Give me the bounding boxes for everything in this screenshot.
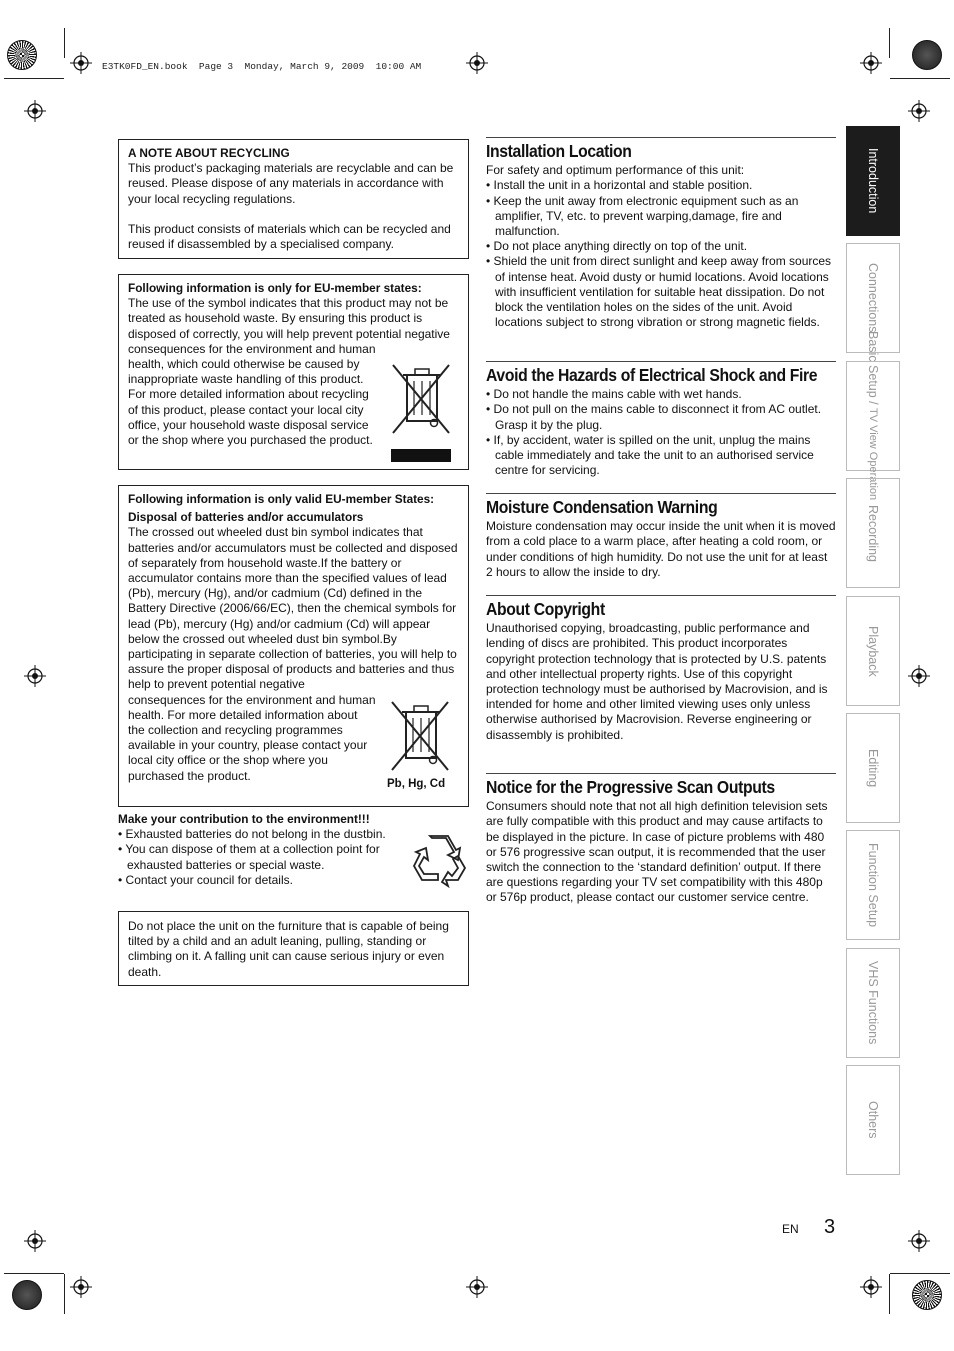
hazards-heading: Avoid the Hazards of Electrical Shock and Fire — [486, 365, 818, 385]
crosshair-icon — [24, 1230, 46, 1252]
copyright-section — [486, 595, 836, 743]
crop-mark — [4, 1273, 64, 1274]
crosshair-icon — [908, 665, 930, 687]
crosshair-icon — [70, 1276, 92, 1298]
tab-playback[interactable] — [846, 596, 900, 706]
eu-battery-body-rest: consequences for the environment and human health. For more detailed information about the collection and recycling programmes available in your country, please contact your local city office or the shop where you purchased the product. — [128, 692, 376, 783]
crosshair-icon — [466, 52, 488, 74]
list-item: • Keep the unit away from electronic equipment such as an amplifier, TV, etc. to prevent warping,damage, fire and malfunction. — [486, 193, 799, 239]
list-item: • You can dispose of them at a collection point for exhausted batteries or special waste. — [118, 842, 380, 872]
crosshair-icon — [24, 665, 46, 687]
eu-waste-box — [118, 274, 469, 470]
tab-label: Recording — [866, 504, 880, 562]
color-rosette-bottom-left — [12, 1280, 42, 1310]
eu-battery-title: Following information is only valid EU-member States: — [128, 492, 435, 506]
moisture-heading: Moisture Condensation Warning — [486, 497, 718, 517]
eu-waste-body-rest: health, which could otherwise be caused by inappropriate waste handling of this product. For more detailed information about recycling of this product, please contact your local city office, your household waste disposal service or the shop where you purchased the product. — [128, 357, 373, 448]
contribution-title: Make your contribution to the environment!!! — [118, 812, 370, 826]
crosshair-icon — [908, 1230, 930, 1252]
bin-underline-bar — [391, 449, 451, 462]
hazards-list — [486, 387, 836, 478]
list-item: • Shield the unit from direct sunlight and keep away from sources of intense heat. Avoid dusty or humid locations. Avoid locations with insufficient ventilation for suitable heat dissipation. Do not block the ventilation holes on the sides of the unit. Avoid locations subject to strong vibration or strong magnetic fields. — [486, 254, 832, 330]
crossed-bin-icon — [387, 361, 455, 437]
crop-mark — [64, 28, 65, 58]
tab-basic-setup[interactable] — [846, 331, 900, 501]
hazards-section — [486, 361, 836, 478]
recycling-note-p2: This product consists of materials which can be recycled and reused if disassembled by a specialised company. — [128, 221, 451, 252]
tab-label: Editing — [866, 748, 880, 788]
crop-mark — [890, 78, 950, 79]
page-language: EN — [782, 1222, 799, 1236]
color-rosette-top-right — [912, 40, 942, 70]
tab-vhs-functions[interactable] — [846, 948, 900, 1058]
crosshair-icon — [860, 52, 882, 74]
color-rosette-bottom-right — [912, 1280, 942, 1310]
crosshair-icon — [70, 52, 92, 74]
list-item: • Exhausted batteries do not belong in the dustbin. — [118, 827, 386, 842]
tab-function-setup[interactable] — [846, 830, 900, 940]
tab-label: Function Setup — [866, 842, 880, 928]
list-item: • Do not pull on the mains cable to disconnect it from AC outlet. Grasp it by the plug. — [486, 402, 822, 432]
installation-section — [486, 137, 836, 330]
progressive-heading: Notice for the Progressive Scan Outputs — [486, 777, 775, 797]
tab-label: Connections — [866, 263, 880, 333]
eu-battery-body-top: The crossed out wheeled dust bin symbol indicates that batteries and/or accumulators must be collected and disposed of separately from household waste.If the battery or accumulator contains more than the specified values of lead (Pb), mercury (Hg), and/or cadmium (Cd) defined in the Battery Directive (2006/66/EC), then the chemical symbols for lead (Pb), mercury (Hg) and/or cadmium (Cd) will appear below the crossed out wheeled dust bin symbol.By participating in separate collection of batteries, you will help to assure the proper disposal of products and batteries and thus help to prevent potential negative — [128, 525, 458, 692]
recycling-note-title: A NOTE ABOUT RECYCLING — [128, 146, 290, 160]
list-item: • Install the unit in a horizontal and stable position. — [486, 178, 753, 193]
crop-mark — [64, 1274, 65, 1314]
installation-list — [486, 178, 836, 330]
color-rosette-top-left — [7, 40, 37, 70]
tab-editing[interactable] — [846, 713, 900, 823]
crosshair-icon — [860, 1276, 882, 1298]
crop-mark — [889, 28, 890, 58]
tab-label: Basic Setup / — [866, 331, 880, 406]
progressive-section — [486, 773, 836, 906]
eu-waste-body-top: The use of the symbol indicates that this product may not be treated as household waste. By ensuring this product is disposed of correctly, you will help prevent potential negative consequences for the environment and human — [128, 296, 450, 356]
tab-label: Others — [866, 1101, 880, 1139]
tilt-warning-text: Do not place the unit on the furniture that is capable of being tilted by a child and an adult leaning, pulling, standing or climbing on it. A falling unit can cause serious injury or even death. — [128, 919, 449, 979]
installation-intro: For safety and optimum performance of this unit: — [486, 163, 745, 178]
recycling-note-p1: This product’s packaging materials are recyclable and can be reused. Please dispose of any materials in accordance with your local recycling regulations. — [128, 161, 454, 206]
list-item: • Contact your council for details. — [118, 872, 293, 887]
tab-label: TV View Operation — [867, 408, 879, 501]
crosshair-icon — [24, 100, 46, 122]
chemical-symbols-label: Pb, Hg, Cd — [387, 778, 446, 790]
copyright-heading: About Copyright — [486, 599, 605, 619]
recycling-note-box — [118, 139, 469, 259]
eu-battery-box — [118, 485, 469, 807]
moisture-section — [486, 493, 836, 580]
installation-heading: Installation Location — [486, 141, 632, 161]
list-item: • If, by accident, water is spilled on the unit, unplug the mains cable immediately and take the unit to an authorised service centre for servicing. — [486, 432, 814, 478]
tab-introduction[interactable] — [846, 126, 900, 236]
print-header: E3TK0FD_EN.book Page 3 Monday, March 9, 2009 10:00 AM — [102, 61, 422, 72]
tab-label: VHS Functions — [866, 961, 880, 1045]
recycle-icon — [410, 832, 468, 888]
contribution-section — [118, 812, 469, 888]
eu-waste-title: Following information is only for EU-member states: — [128, 281, 422, 295]
tab-label: Playback — [866, 625, 880, 677]
crosshair-icon — [466, 1276, 488, 1298]
crosshair-icon — [908, 100, 930, 122]
list-item: • Do not handle the mains cable with wet hands. — [486, 387, 742, 402]
copyright-body: Unauthorised copying, broadcasting, public performance and lending of discs are prohibited. This product incorporates copyright protection technology that is protected by U.S. patents and other intellectual property rights. Use of this copyright protection technology must be authorised by Macrovision, and is intended for home and other limited viewing uses only unless otherwise authorised by Macrovision. Reverse engineering or disassembly is prohibited. — [486, 621, 828, 742]
progressive-body: Consumers should note that not all high definition television sets are fully compatible with this product and may cause artifacts to be displayed in the picture. In case of picture problems with 480 or 576 progressive scan output, it is recommended that the user switch the connection to the ‘standard definition’ output. If there are questions regarding your TV set compatibility with this 480p or 576p product, please contact our customer service centre. — [486, 799, 828, 905]
crop-mark — [889, 1274, 890, 1314]
crop-mark — [4, 78, 64, 79]
crop-mark — [890, 1273, 950, 1274]
tab-others[interactable] — [846, 1065, 900, 1175]
eu-battery-subtitle: Disposal of batteries and/or accumulators — [128, 510, 364, 525]
tilt-warning-box — [118, 911, 469, 986]
list-item: • Do not place anything directly on top of the unit. — [486, 239, 748, 254]
tab-recording[interactable] — [846, 478, 900, 588]
tab-label: Introduction — [866, 148, 880, 214]
page-number: 3 — [824, 1216, 836, 1238]
battery-crossed-bin-icon — [385, 698, 455, 774]
moisture-body: Moisture condensation may occur inside the unit when it is moved from a cold place to a warm place, after heating a cold room, or under conditions of high humidity. Do not use the unit for at least 2 hours to allow the inside to dry. — [486, 519, 836, 579]
